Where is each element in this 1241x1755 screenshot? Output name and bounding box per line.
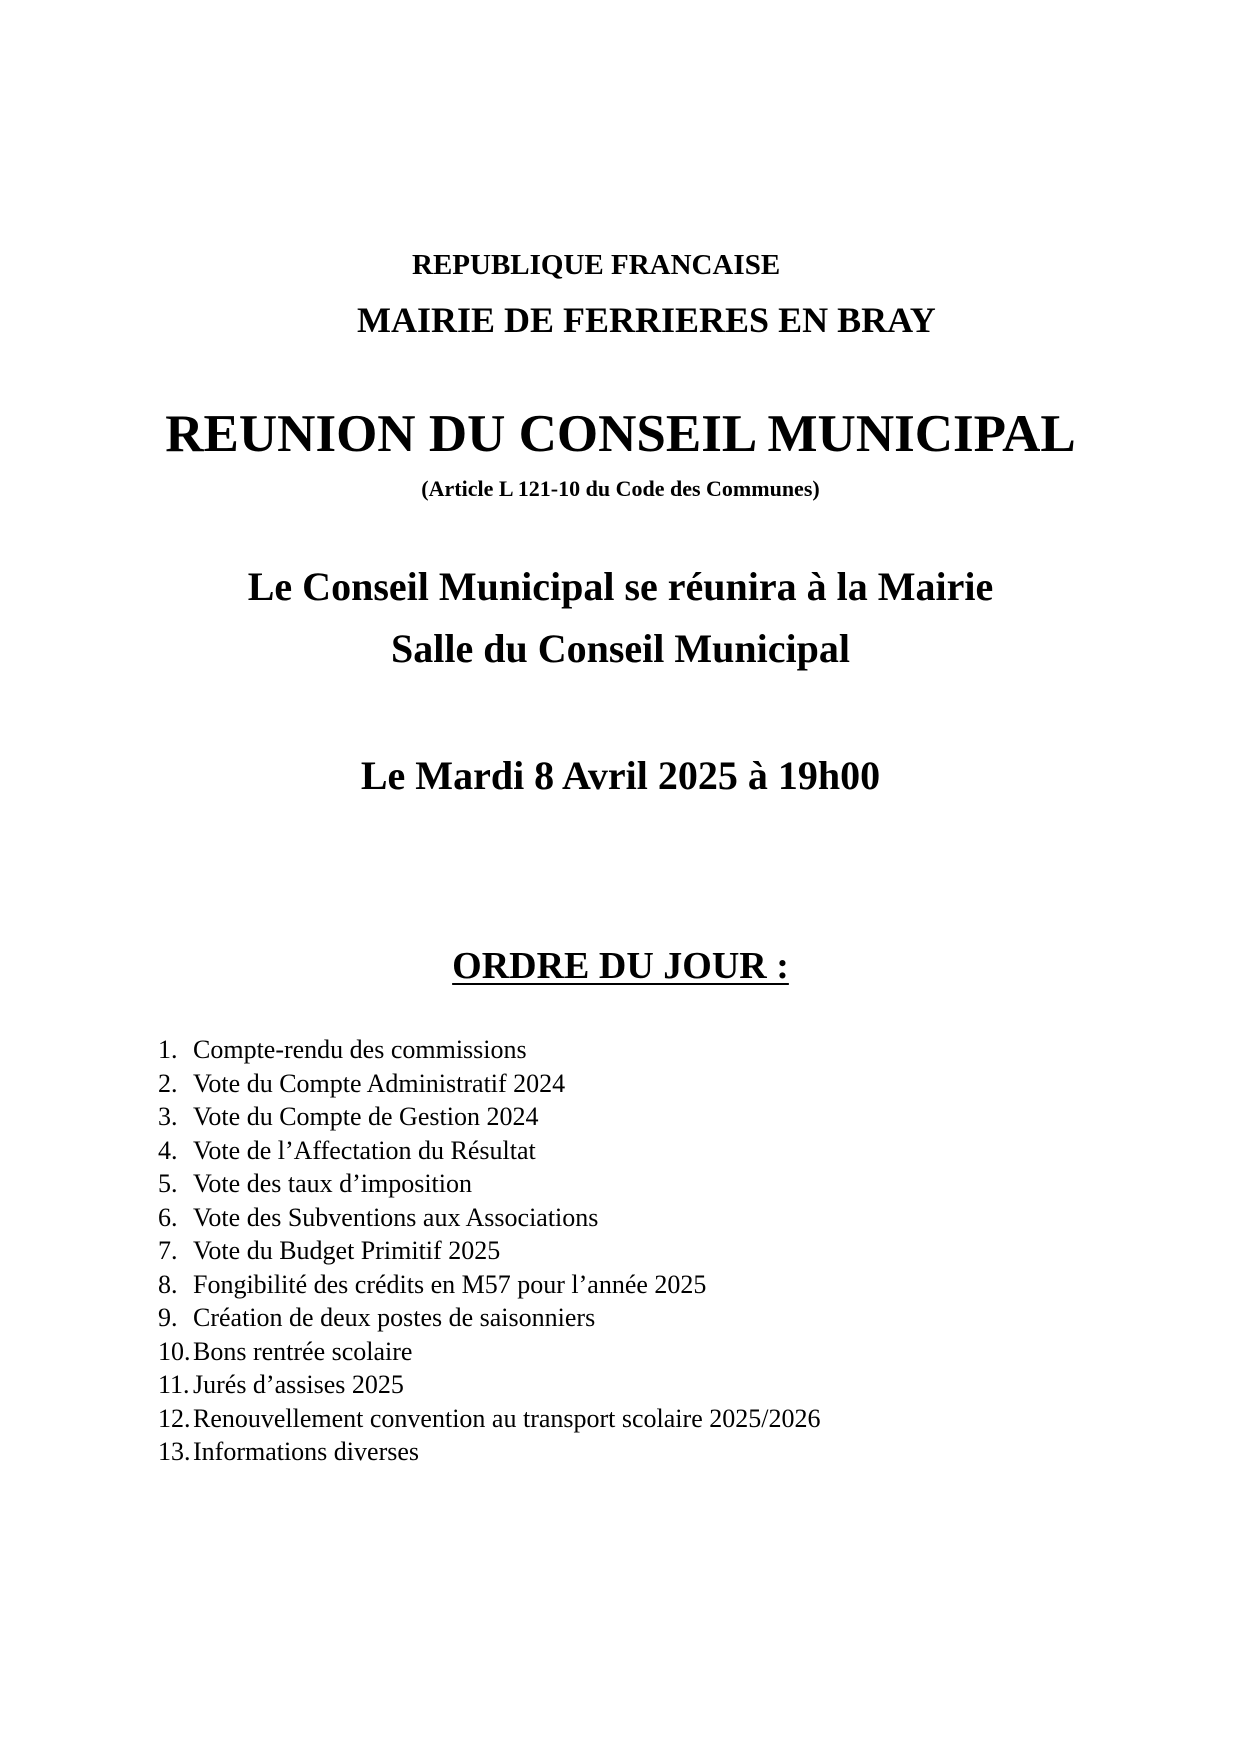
agenda-item xyxy=(158,1067,820,1101)
meeting-date: Le Mardi 8 Avril 2025 à 19h00 xyxy=(360,753,881,798)
agenda-item-number: 5. xyxy=(158,1169,178,1198)
agenda-item-text: Vote des Subventions aux Associations xyxy=(193,1202,599,1232)
agenda-item-number: 11. xyxy=(158,1370,190,1399)
agenda-item-number: 13. xyxy=(158,1437,191,1466)
agenda-item-number: 2. xyxy=(158,1068,178,1098)
agenda-item-number: 3. xyxy=(158,1102,178,1131)
agenda-item-text: Bons rentrée scolaire xyxy=(193,1336,413,1366)
agenda-item xyxy=(158,1134,820,1168)
agenda-item-number: 12. xyxy=(158,1403,191,1433)
agenda-item-text: Fongibilité des crédits en M57 pour l’année 2025 xyxy=(193,1269,707,1299)
agenda-item xyxy=(158,1100,820,1134)
mairie-heading: MAIRIE DE FERRIERES EN BRAY xyxy=(357,300,936,340)
agenda-item-text: Vote des taux d’imposition xyxy=(193,1169,473,1198)
agenda-heading-text: ORDRE DU JOUR : xyxy=(452,945,789,987)
agenda-item xyxy=(158,1268,820,1302)
agenda-item-number: 6. xyxy=(158,1202,178,1232)
agenda-item-number: 1. xyxy=(158,1035,178,1064)
article-reference: (Article L 121-10 du Code des Communes) xyxy=(421,476,820,501)
agenda-item-text: Vote du Compte de Gestion 2024 xyxy=(193,1102,539,1131)
agenda-item xyxy=(158,1402,820,1436)
agenda-heading xyxy=(0,947,1241,985)
page-title: REUNION DU CONSEIL MUNICIPAL xyxy=(165,405,1076,463)
agenda-item xyxy=(158,1201,820,1235)
agenda-item xyxy=(158,1033,820,1067)
agenda-item-text: Jurés d’assises 2025 xyxy=(193,1370,404,1399)
agenda-item xyxy=(158,1335,820,1369)
agenda-item xyxy=(158,1435,820,1469)
agenda-item-text: Renouvellement convention au transport scolaire 2025/2026 xyxy=(193,1403,821,1433)
agenda-item xyxy=(158,1301,820,1335)
agenda-item-number: 7. xyxy=(158,1236,178,1265)
agenda-list xyxy=(158,1033,820,1469)
agenda-item-number: 4. xyxy=(158,1135,178,1165)
agenda-item-text: Informations diverses xyxy=(193,1437,420,1466)
venue-line-1: Le Conseil Municipal se réunira à la Mairie xyxy=(247,564,994,609)
agenda-item-text: Vote de l’Affectation du Résultat xyxy=(193,1135,536,1165)
venue-line-2: Salle du Conseil Municipal xyxy=(391,626,850,671)
agenda-item-number: 8. xyxy=(158,1269,178,1299)
agenda-item xyxy=(158,1234,820,1268)
agenda-item-text: Compte-rendu des commissions xyxy=(193,1035,527,1064)
agenda-item-text: Vote du Compte Administratif 2024 xyxy=(193,1068,566,1098)
agenda-item-text: Création de deux postes de saisonniers xyxy=(193,1303,596,1332)
agenda-item-number: 10. xyxy=(158,1336,191,1366)
agenda-item xyxy=(158,1167,820,1201)
agenda-item-number: 9. xyxy=(158,1303,178,1332)
republique-heading: REPUBLIQUE FRANCAISE xyxy=(412,249,781,281)
agenda-item-text: Vote du Budget Primitif 2025 xyxy=(193,1236,501,1265)
agenda-item xyxy=(158,1368,820,1402)
